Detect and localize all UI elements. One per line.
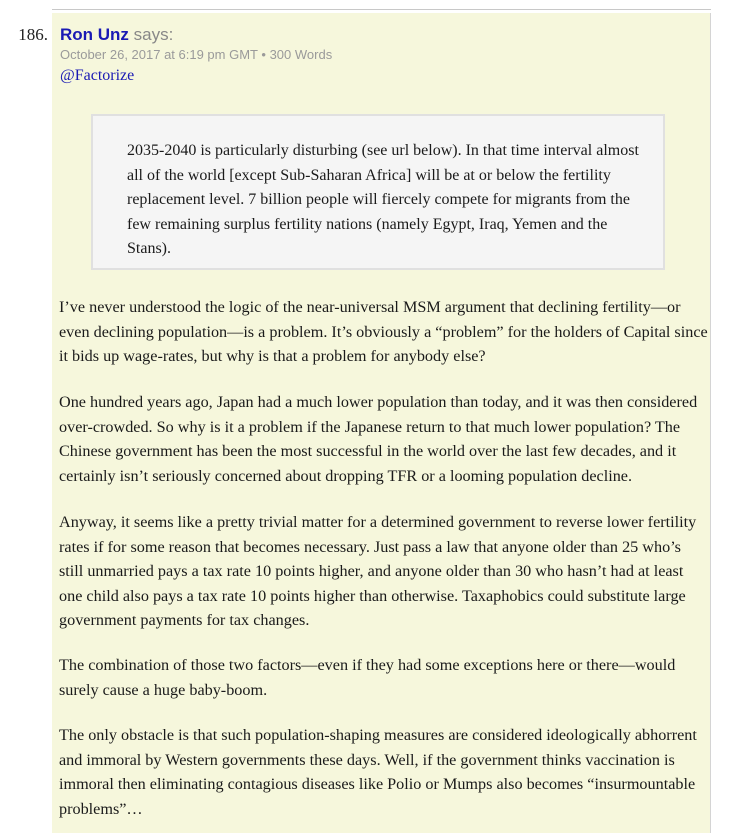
author-line (60, 24, 332, 46)
comment-meta (60, 46, 332, 64)
says-label: says: (133, 25, 174, 44)
author-link[interactable]: Ron Unz (60, 25, 129, 44)
word-count: 300 Words (269, 47, 333, 62)
blockquote (91, 114, 665, 270)
comment-header (60, 24, 332, 87)
comment-paragraph: Anyway, it seems like a pretty trivial matter for a determined government to reverse lower fertility rates if for some reason that becomes necessary. Just pass a law that anyone older than 25 who’s still unmarried pays a tax rate 10 points higher, and anyone older than 30 who hasn’t had at least one child also pays a tax rate 10 points higher than otherwise. Taxaphobics could substitute large government payments for tax changes. (59, 513, 697, 630)
comment-paragraph: The only obstacle is that such population-shaping measures are considered ideologically abhorrent and immoral by Western governments these days. Well, if the government thinks vaccination is immoral then eliminating contagious diseases like Polio or Mumps also becomes “insurmountable problems”… (59, 726, 697, 818)
meta-separator: • (261, 47, 266, 62)
comment-paragraph: The combination of those two factors—even if they had some exceptions here or there—would surely cause a huge baby-boom. (59, 656, 676, 699)
reply-to-link[interactable]: @Factorize (60, 67, 135, 84)
top-divider (52, 9, 711, 10)
comment-paragraph: One hundred years ago, Japan had a much lower population than today, and it was then considered over-crowded. So why is it a problem if the Japanese return to that much lower population? The Chinese government has been the most successful in the world over the last few decades, and it certainly isn’t seriously concerned about dropping TFR or a looming population decline. (59, 393, 698, 485)
comment-card (52, 13, 711, 833)
comment-paragraph: I’ve never understood the logic of the near-universal MSM argument that declining fertility—or even declining population—is a problem. It’s obviously a “problem” for the holders of Capital since it bids up wage-rates, but why is that a problem for anybody else? (59, 298, 708, 366)
comment-number: 186. (18, 25, 48, 44)
quote-text: 2035-2040 is particularly disturbing (see url below). In that time interval almost all of the world [except Sub-Saharan Africa] will be at or below the fertility replacement level. 7 billion people will fiercely compete for migrants from the few remaining surplus fertility nations (namely Egypt, Iraq, Yemen and the Stans). (127, 142, 639, 258)
comment-timestamp[interactable]: October 26, 2017 at 6:19 pm GMT (60, 47, 258, 62)
